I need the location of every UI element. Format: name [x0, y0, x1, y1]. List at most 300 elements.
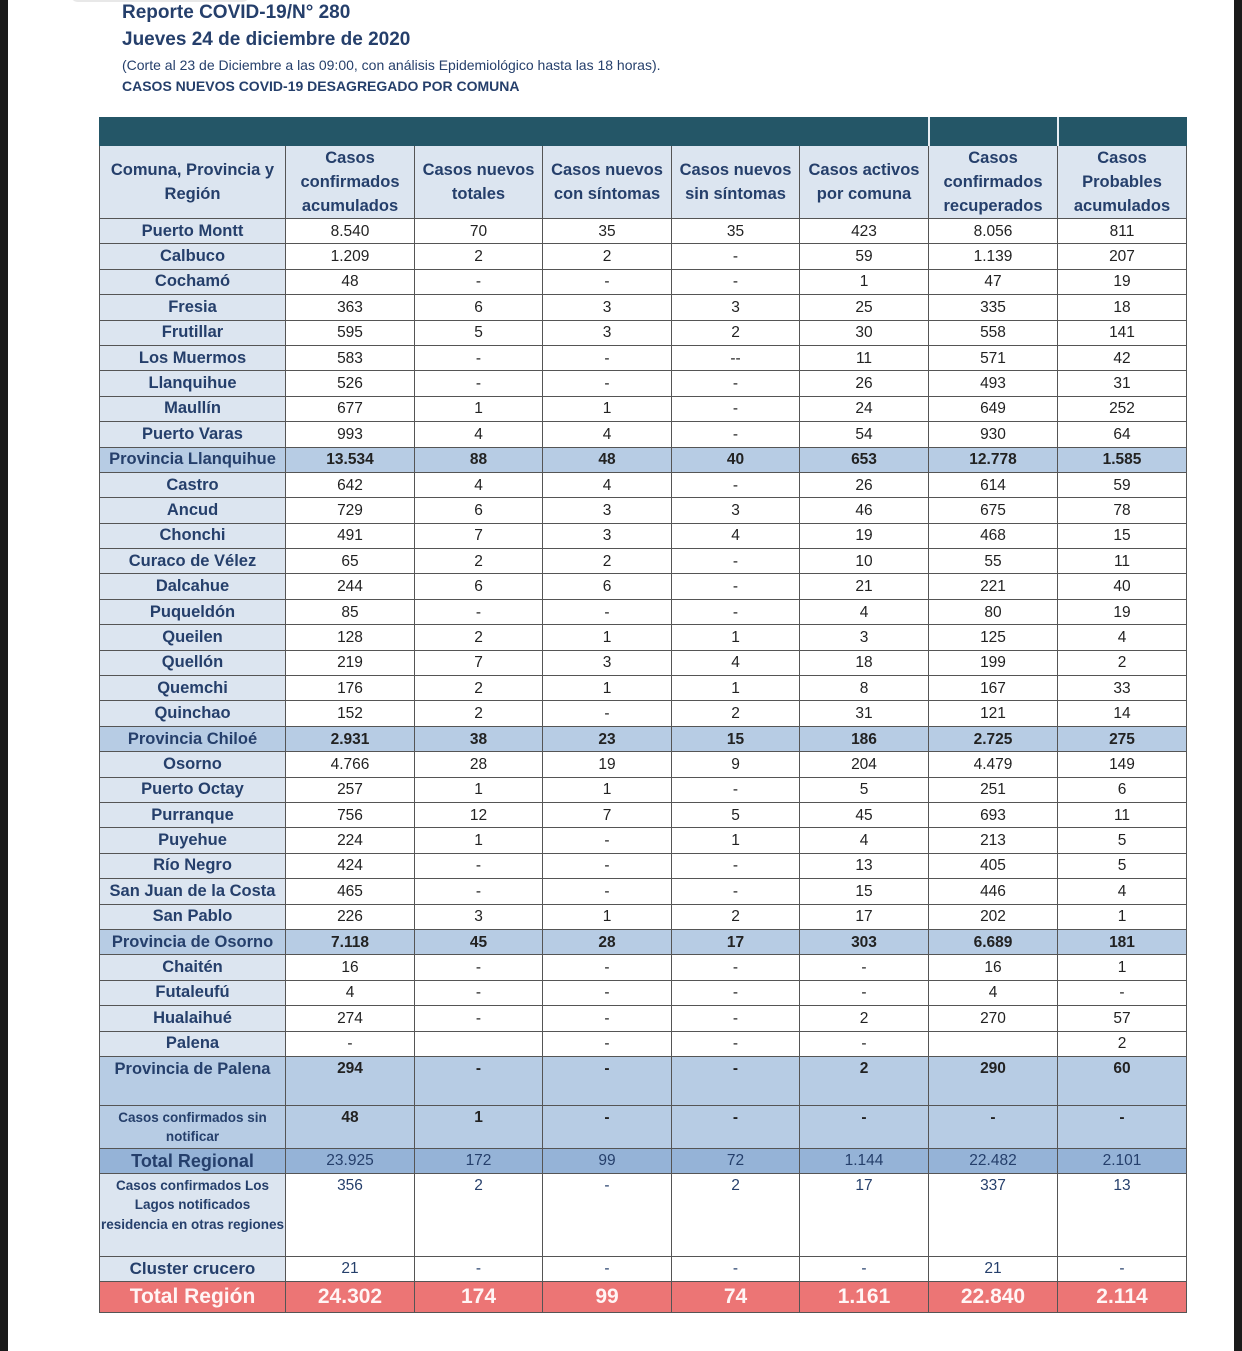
- cell-value: 57: [1058, 1006, 1187, 1031]
- comuna-row: [100, 574, 1187, 599]
- row-label: San Juan de la Costa: [100, 879, 286, 904]
- row-label: Puerto Montt: [100, 219, 286, 244]
- cell-value: 46: [800, 498, 929, 523]
- cell-value: 99: [543, 1281, 672, 1312]
- cell-value: 38: [415, 726, 543, 751]
- cell-value: -: [415, 879, 543, 904]
- cell-value: 5: [1058, 828, 1187, 853]
- cell-value: 2: [1058, 1031, 1187, 1056]
- cell-value: 3: [800, 625, 929, 650]
- row-label: Provincia de Osorno: [100, 929, 286, 954]
- cell-value: 1.144: [800, 1148, 929, 1173]
- row-label: Fresia: [100, 295, 286, 320]
- comuna-row: [100, 244, 1187, 269]
- cell-value: 558: [929, 320, 1058, 345]
- cell-value: 19: [1058, 599, 1187, 624]
- row-label: Provincia Llanquihue: [100, 447, 286, 472]
- cell-value: 526: [286, 371, 415, 396]
- cell-value: 251: [929, 777, 1058, 802]
- cell-value: 8: [800, 676, 929, 701]
- cell-value: -: [415, 955, 543, 980]
- row-label: Cluster crucero: [100, 1256, 286, 1281]
- cell-value: 274: [286, 1006, 415, 1031]
- column-header-row: [100, 146, 1187, 219]
- row-label: Queilen: [100, 625, 286, 650]
- cell-value: 4.766: [286, 752, 415, 777]
- cell-value: -: [543, 1256, 672, 1281]
- cell-value: -: [543, 345, 672, 370]
- row-label: Puyehue: [100, 828, 286, 853]
- cell-value: 226: [286, 904, 415, 929]
- cell-value: 5: [800, 777, 929, 802]
- cell-value: 1: [543, 904, 672, 929]
- cell-value: 219: [286, 650, 415, 675]
- cell-value: 423: [800, 219, 929, 244]
- cell-value: 18: [1058, 295, 1187, 320]
- cell-value: -: [800, 1105, 929, 1148]
- cell-value: 1: [415, 396, 543, 421]
- row-label: Puerto Varas: [100, 422, 286, 447]
- cell-value: 7: [415, 523, 543, 548]
- row-label: Dalcahue: [100, 574, 286, 599]
- cell-value: 1: [672, 676, 800, 701]
- cell-value: 60: [1058, 1056, 1187, 1105]
- row-label: Castro: [100, 472, 286, 497]
- cell-value: 3: [543, 320, 672, 345]
- cell-value: 213: [929, 828, 1058, 853]
- cell-value: 1.139: [929, 244, 1058, 269]
- cell-value: -: [415, 1006, 543, 1031]
- cell-value: 2: [800, 1056, 929, 1105]
- report-title: Reporte COVID-19/N° 280: [122, 2, 351, 23]
- cluster-row: [100, 1256, 1187, 1281]
- cell-value: 26: [800, 371, 929, 396]
- cell-value: 303: [800, 929, 929, 954]
- cell-value: 207: [1058, 244, 1187, 269]
- cell-value: 5: [1058, 853, 1187, 878]
- cell-value: -: [672, 1056, 800, 1105]
- cell-value: 2: [415, 1173, 543, 1256]
- cell-value: 2: [672, 1173, 800, 1256]
- cell-value: 270: [929, 1006, 1058, 1031]
- cell-value: 19: [1058, 269, 1187, 294]
- cell-value: 571: [929, 345, 1058, 370]
- cell-value: -: [672, 472, 800, 497]
- cell-value: 8.540: [286, 219, 415, 244]
- cell-value: 21: [929, 1256, 1058, 1281]
- cell-value: 22.482: [929, 1148, 1058, 1173]
- cell-value: -: [543, 1105, 672, 1148]
- cell-value: 31: [800, 701, 929, 726]
- province-total-row: [100, 726, 1187, 751]
- row-label: Palena: [100, 1031, 286, 1056]
- cell-value: -: [543, 1006, 672, 1031]
- cell-value: -: [672, 777, 800, 802]
- cell-value: 3: [543, 650, 672, 675]
- cell-value: -: [672, 980, 800, 1005]
- cell-value: 54: [800, 422, 929, 447]
- column-header: Casos confirmados recuperados: [929, 146, 1058, 219]
- cell-value: 24: [800, 396, 929, 421]
- comuna-row: [100, 219, 1187, 244]
- cell-value: -: [543, 980, 672, 1005]
- row-label: Quemchi: [100, 676, 286, 701]
- row-label: Maullín: [100, 396, 286, 421]
- cell-value: 4: [929, 980, 1058, 1005]
- table-band: [100, 118, 1187, 146]
- report-subtitle: CASOS NUEVOS COVID-19 DESAGREGADO POR COMUNA: [122, 78, 520, 94]
- comuna-row: [100, 1031, 1187, 1056]
- row-label: Ancud: [100, 498, 286, 523]
- cell-value: 653: [800, 447, 929, 472]
- comuna-row: [100, 879, 1187, 904]
- cell-value: 64: [1058, 422, 1187, 447]
- cell-value: 16: [929, 955, 1058, 980]
- cell-value: 11: [800, 345, 929, 370]
- cell-value: 6: [1058, 777, 1187, 802]
- cell-value: -: [672, 1256, 800, 1281]
- province-total-row: [100, 1056, 1187, 1105]
- cell-value: 26: [800, 472, 929, 497]
- cell-value: -: [543, 1056, 672, 1105]
- comuna-row: [100, 980, 1187, 1005]
- cell-value: 21: [286, 1256, 415, 1281]
- cell-value: 59: [800, 244, 929, 269]
- cell-value: 337: [929, 1173, 1058, 1256]
- comuna-row: [100, 650, 1187, 675]
- row-label: Curaco de Vélez: [100, 549, 286, 574]
- cell-value: 2: [800, 1006, 929, 1031]
- cell-value: 583: [286, 345, 415, 370]
- comuna-row: [100, 676, 1187, 701]
- cell-value: 15: [672, 726, 800, 751]
- row-label: San Pablo: [100, 904, 286, 929]
- comuna-row: [100, 701, 1187, 726]
- province-total-row: [100, 929, 1187, 954]
- row-label: Quellón: [100, 650, 286, 675]
- cell-value: 2: [672, 904, 800, 929]
- cell-value: 649: [929, 396, 1058, 421]
- cell-value: 1: [415, 1105, 543, 1148]
- cell-value: 1: [415, 828, 543, 853]
- cell-value: 2: [415, 625, 543, 650]
- cell-value: 45: [415, 929, 543, 954]
- comuna-row: [100, 320, 1187, 345]
- row-label: Frutillar: [100, 320, 286, 345]
- cell-value: 424: [286, 853, 415, 878]
- cell-value: 9: [672, 752, 800, 777]
- province-total-row: [100, 447, 1187, 472]
- cell-value: 221: [929, 574, 1058, 599]
- cell-value: 4: [672, 523, 800, 548]
- cell-value: -: [672, 1031, 800, 1056]
- cell-value: 642: [286, 472, 415, 497]
- cell-value: -: [672, 599, 800, 624]
- cell-value: -: [543, 701, 672, 726]
- comuna-row: [100, 549, 1187, 574]
- cell-value: 290: [929, 1056, 1058, 1105]
- cell-value: 468: [929, 523, 1058, 548]
- cell-value: 2: [415, 701, 543, 726]
- unnotified-cases-row: [100, 1105, 1187, 1148]
- cell-value: 65: [286, 549, 415, 574]
- covid-cases-table: [99, 117, 1187, 1313]
- cell-value: 1: [415, 777, 543, 802]
- row-label: Osorno: [100, 752, 286, 777]
- comuna-row: [100, 295, 1187, 320]
- cell-value: 85: [286, 599, 415, 624]
- cell-value: 11: [1058, 802, 1187, 827]
- cell-value: 5: [415, 320, 543, 345]
- cell-value: -: [1058, 1256, 1187, 1281]
- cell-value: 1.585: [1058, 447, 1187, 472]
- cell-value: -: [415, 269, 543, 294]
- cell-value: 2: [672, 320, 800, 345]
- cell-value: 19: [800, 523, 929, 548]
- cell-value: 12: [415, 802, 543, 827]
- cell-value: 22.840: [929, 1281, 1058, 1312]
- cell-value: 257: [286, 777, 415, 802]
- cell-value: 1: [543, 625, 672, 650]
- regional-total-row: [100, 1148, 1187, 1173]
- column-header: Casos nuevos sin síntomas: [672, 146, 800, 219]
- cell-value: 47: [929, 269, 1058, 294]
- row-label: Hualaihué: [100, 1006, 286, 1031]
- cell-value: 2: [415, 549, 543, 574]
- cell-value: 729: [286, 498, 415, 523]
- cell-value: 677: [286, 396, 415, 421]
- cell-value: 14: [1058, 701, 1187, 726]
- cell-value: -: [543, 269, 672, 294]
- band-cell: [1058, 118, 1187, 146]
- cell-value: -: [415, 1056, 543, 1105]
- cell-value: 4: [543, 422, 672, 447]
- cell-value: 4: [543, 472, 672, 497]
- cell-value: 42: [1058, 345, 1187, 370]
- column-header: Casos Probables acumulados: [1058, 146, 1187, 219]
- comuna-row: [100, 625, 1187, 650]
- row-label: Puerto Octay: [100, 777, 286, 802]
- column-header: Casos nuevos totales: [415, 146, 543, 219]
- cell-value: 2: [415, 244, 543, 269]
- comuna-row: [100, 396, 1187, 421]
- cell-value: 1: [800, 269, 929, 294]
- cell-value: 15: [800, 879, 929, 904]
- cell-value: 1: [1058, 904, 1187, 929]
- cell-value: -: [415, 853, 543, 878]
- comuna-row: [100, 752, 1187, 777]
- cell-value: -: [672, 1006, 800, 1031]
- cell-value: 48: [543, 447, 672, 472]
- cell-value: 21: [800, 574, 929, 599]
- cell-value: 993: [286, 422, 415, 447]
- cell-value: -: [672, 396, 800, 421]
- cell-value: -: [672, 1105, 800, 1148]
- comuna-row: [100, 828, 1187, 853]
- comuna-row: [100, 599, 1187, 624]
- cell-value: 15: [1058, 523, 1187, 548]
- row-label: Llanquihue: [100, 371, 286, 396]
- cell-value: 174: [415, 1281, 543, 1312]
- cell-value: -: [800, 1256, 929, 1281]
- cell-value: 2.101: [1058, 1148, 1187, 1173]
- cell-value: 13: [1058, 1173, 1187, 1256]
- cell-value: 930: [929, 422, 1058, 447]
- row-label: Purranque: [100, 802, 286, 827]
- cell-value: 55: [929, 549, 1058, 574]
- cell-value: 3: [672, 295, 800, 320]
- report-cutoff-note: (Corte al 23 de Diciembre a las 09:00, con análisis Epidemiológico hasta las 18 horas).: [122, 57, 661, 73]
- cell-value: 23.925: [286, 1148, 415, 1173]
- cell-value: 19: [543, 752, 672, 777]
- cell-value: 7: [415, 650, 543, 675]
- cell-value: -: [929, 1105, 1058, 1148]
- cell-value: 3: [543, 523, 672, 548]
- row-label: Casos confirmados sin notificar: [100, 1105, 286, 1148]
- cell-value: 811: [1058, 219, 1187, 244]
- report-header: [122, 0, 661, 96]
- row-label: Puqueldón: [100, 599, 286, 624]
- cell-value: 40: [1058, 574, 1187, 599]
- column-header: Casos confirmados acumulados: [286, 146, 415, 219]
- cell-value: 5: [672, 802, 800, 827]
- cell-value: 80: [929, 599, 1058, 624]
- cell-value: -: [415, 371, 543, 396]
- cell-value: 2.931: [286, 726, 415, 751]
- cell-value: 31: [1058, 371, 1187, 396]
- cell-value: 244: [286, 574, 415, 599]
- cell-value: 6.689: [929, 929, 1058, 954]
- cell-value: 7.118: [286, 929, 415, 954]
- cell-value: 35: [672, 219, 800, 244]
- cell-value: 16: [286, 955, 415, 980]
- cell-value: -: [672, 269, 800, 294]
- cell-value: 8.056: [929, 219, 1058, 244]
- cell-value: -: [672, 371, 800, 396]
- cell-value: 4: [800, 828, 929, 853]
- cell-value: 141: [1058, 320, 1187, 345]
- cell-value: 149: [1058, 752, 1187, 777]
- row-label: Cochamó: [100, 269, 286, 294]
- cell-value: -: [672, 422, 800, 447]
- cell-value: 675: [929, 498, 1058, 523]
- comuna-row: [100, 523, 1187, 548]
- cell-value: 204: [800, 752, 929, 777]
- cell-value: 595: [286, 320, 415, 345]
- cell-value: 202: [929, 904, 1058, 929]
- cell-value: 465: [286, 879, 415, 904]
- cell-value: 176: [286, 676, 415, 701]
- comuna-row: [100, 345, 1187, 370]
- cell-value: 28: [415, 752, 543, 777]
- cell-value: 2.725: [929, 726, 1058, 751]
- cell-value: [415, 1031, 543, 1056]
- cell-value: -: [1058, 980, 1187, 1005]
- cell-value: 72: [672, 1148, 800, 1173]
- row-label: Chonchi: [100, 523, 286, 548]
- cell-value: 294: [286, 1056, 415, 1105]
- cell-value: 3: [672, 498, 800, 523]
- row-label: Calbuco: [100, 244, 286, 269]
- row-label: Los Muermos: [100, 345, 286, 370]
- cell-value: 23: [543, 726, 672, 751]
- cell-value: 1: [1058, 955, 1187, 980]
- cell-value: 335: [929, 295, 1058, 320]
- cell-value: -: [415, 345, 543, 370]
- cell-value: 40: [672, 447, 800, 472]
- row-label: Provincia de Palena: [100, 1056, 286, 1105]
- cell-value: 13: [800, 853, 929, 878]
- column-header: Casos nuevos con síntomas: [543, 146, 672, 219]
- cell-value: 1: [672, 828, 800, 853]
- cell-value: 24.302: [286, 1281, 415, 1312]
- comuna-row: [100, 371, 1187, 396]
- row-label: Total Región: [100, 1281, 286, 1312]
- cell-value: 6: [415, 498, 543, 523]
- comuna-row: [100, 853, 1187, 878]
- comuna-row: [100, 802, 1187, 827]
- cell-value: 614: [929, 472, 1058, 497]
- cell-value: -: [672, 955, 800, 980]
- row-label: Provincia Chiloé: [100, 726, 286, 751]
- row-label: Total Regional: [100, 1148, 286, 1173]
- cell-value: 693: [929, 802, 1058, 827]
- cell-value: -: [672, 549, 800, 574]
- cell-value: 35: [543, 219, 672, 244]
- cell-value: 30: [800, 320, 929, 345]
- cell-value: -: [543, 853, 672, 878]
- comuna-row: [100, 955, 1187, 980]
- cell-value: 4: [672, 650, 800, 675]
- comuna-row: [100, 269, 1187, 294]
- band-cell: [929, 118, 1058, 146]
- cell-value: 4: [415, 422, 543, 447]
- report-date: Jueves 24 de diciembre de 2020: [122, 29, 411, 50]
- cell-value: 1: [543, 777, 672, 802]
- cell-value: -: [672, 853, 800, 878]
- other-regions-row: [100, 1173, 1187, 1256]
- cell-value: -: [800, 980, 929, 1005]
- cell-value: -: [543, 599, 672, 624]
- cell-value: 3: [543, 498, 672, 523]
- cell-value: 756: [286, 802, 415, 827]
- cell-value: 4: [415, 472, 543, 497]
- cell-value: -: [286, 1031, 415, 1056]
- cell-value: 45: [800, 802, 929, 827]
- cell-value: -: [800, 955, 929, 980]
- cell-value: 70: [415, 219, 543, 244]
- cell-value: -: [415, 980, 543, 1005]
- cell-value: 6: [543, 574, 672, 599]
- cell-value: 2: [543, 244, 672, 269]
- band-cell: [100, 118, 929, 146]
- cell-value: 224: [286, 828, 415, 853]
- cell-value: -: [800, 1031, 929, 1056]
- cell-value: 7: [543, 802, 672, 827]
- cell-value: 25: [800, 295, 929, 320]
- cell-value: 3: [543, 295, 672, 320]
- cell-value: 1: [672, 625, 800, 650]
- cell-value: 181: [1058, 929, 1187, 954]
- cell-value: -: [543, 1173, 672, 1256]
- cell-value: 99: [543, 1148, 672, 1173]
- cell-value: 125: [929, 625, 1058, 650]
- cell-value: 2: [672, 701, 800, 726]
- cell-value: 28: [543, 929, 672, 954]
- cell-value: 59: [1058, 472, 1187, 497]
- cell-value: 1.209: [286, 244, 415, 269]
- cell-value: 33: [1058, 676, 1187, 701]
